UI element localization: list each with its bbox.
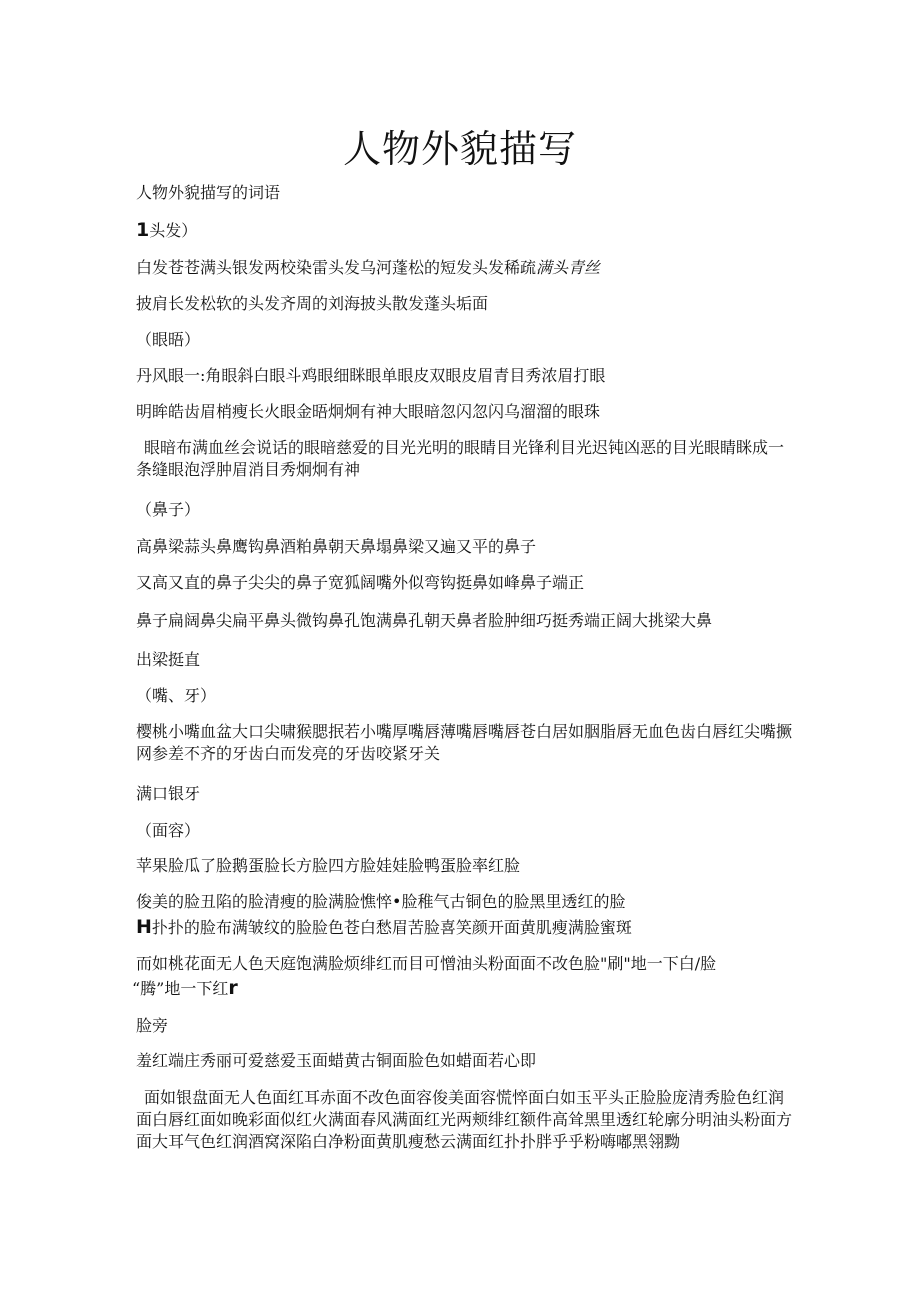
nose-line-4: 出梁挺直 xyxy=(136,650,201,669)
face-line-4: 而如桃花面无人色天庭饱满脸烦绯红而目可憎油头粉面面不改色脸"刷"地一下白/脸 xyxy=(136,954,717,973)
hair-line-1-text: 白发苍苍满头银发两校染雷头发乌河蓬松的短发头发稀疏 xyxy=(136,258,537,277)
face-heading: （面容） xyxy=(136,821,201,840)
mouth-heading: （嘴、牙） xyxy=(136,686,217,705)
eyes-line-1: 丹风眼一:角眼斜白眼斗鸡眼细眯眼单眼皮双眼皮眉青目秀浓眉打眼 xyxy=(136,366,606,385)
face-line-5-text: “腾”地一下红 xyxy=(132,979,229,998)
face-line-3 xyxy=(136,916,796,939)
nose-line-2: 又高又直的鼻子尖尖的鼻子宽狐阔嘴外似弯钩挺鼻如峰鼻子端正 xyxy=(136,573,585,592)
eyes-heading: （眼晤） xyxy=(136,330,201,349)
eyes-line-2: 明眸皓齿眉梢瘦长火眼金晤炯炯有神大眼暗忽闪忽闪乌溜溜的眼珠 xyxy=(136,402,601,421)
face-line-5-tail: r xyxy=(228,977,238,999)
eyes-line-3: 眼暗布满血丝会说话的眼暗慈爱的目光光明的眼睛目光锋利目光迟钝凶恶的目光眼睛眯成一条缝眼泡浮肿眉消目秀炯炯有神 xyxy=(136,438,785,479)
hair-heading xyxy=(136,219,796,242)
mouth-line-2: 满口银牙 xyxy=(136,784,201,803)
intro-line: 人物外貌描写的词语 xyxy=(136,183,281,202)
page-title: 人物外貌描写 xyxy=(342,127,577,171)
mouth-line-1: 樱桃小嘴血盆大口尖啸猴腮抿若小嘴厚嘴唇薄嘴唇嘴唇苍白居如胭脂唇无血色齿白唇红尖嘴撅网参差不齐的牙齿白而发亮的牙齿咬紧牙关 xyxy=(136,722,793,763)
nose-line-3: 鼻子扁阔鼻尖扁平鼻头微钩鼻孔饱满鼻孔朝天鼻者脸肿细巧挺秀端正阔大挑梁大鼻 xyxy=(136,611,713,630)
face-line-1: 苹果脸瓜了脸鹅蛋脸长方脸四方脸娃娃脸鸭蛋脸率红脸 xyxy=(136,856,521,875)
face-line-8: 面如银盘面无人色面红耳赤面不改色面容俊美面容慌悴面白如玉平头正脸脸庞清秀脸色红润面白唇红面如晚彩面似红火满面春风满面红光两颊绯红额件高耸黑里透红轮廓分明油头粉面方面大耳气色红润酒窝深陷白净粉面黄肌瘦愁云满面红扑扑胖乎乎粉嗨嘟黑翎黝 xyxy=(136,1088,793,1151)
face-line-3-text: 扑扑的脸布满皱纹的脸脸色苍白愁眉苦脸喜笑颜开面黄肌瘦满脸蜜斑 xyxy=(151,918,632,937)
hair-line-2: 披肩长发松软的头发齐周的刘海披头散发蓬头垢面 xyxy=(136,294,489,313)
face-line-5 xyxy=(132,977,792,1000)
face-line-2: 俊美的脸丑陷的脸清瘦的脸满脸憔悴•脸稚气古铜色的脸黑里透红的脸 xyxy=(136,892,626,911)
hair-line-1 xyxy=(136,257,796,279)
nose-line-1: 高鼻梁蒜头鼻鹰钩鼻酒粕鼻朝天鼻塌鼻梁又遍又平的鼻子 xyxy=(136,537,537,556)
nose-heading: （鼻子） xyxy=(136,500,201,519)
hair-heading-text: 头发） xyxy=(149,221,198,240)
hair-heading-number: 1 xyxy=(136,219,150,241)
face-line-3-initial: H xyxy=(136,916,152,938)
face-line-7: 羞红端庄秀丽可爱慈爱玉面蜡黄古铜面脸色如蜡面若心即 xyxy=(136,1051,537,1070)
face-line-6: 脸旁 xyxy=(136,1016,169,1035)
hair-line-1-italic: 满头青丝 xyxy=(536,258,601,277)
